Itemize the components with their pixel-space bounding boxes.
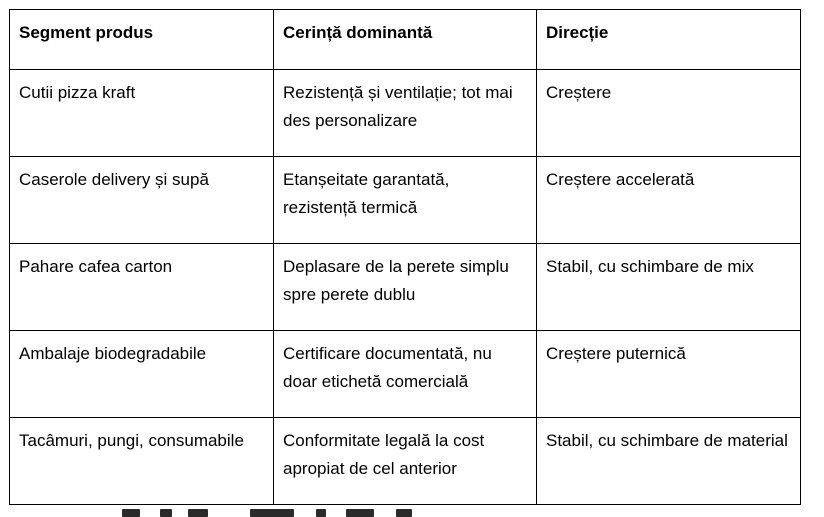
clipped-glyph: [188, 509, 208, 517]
cell-segment: Pahare cafea carton: [10, 244, 274, 331]
cell-segment: Tacâmuri, pungi, consumabile: [10, 418, 274, 505]
cell-directie: Creștere accelerată: [537, 157, 801, 244]
table-row: [10, 244, 801, 331]
table-row: [10, 418, 801, 505]
table-row: [10, 70, 801, 157]
table-header-row: [10, 10, 801, 70]
cell-directie: Stabil, cu schimbare de mix: [537, 244, 801, 331]
cell-cerinta: Deplasare de la perete simplu spre perete dublu: [274, 244, 537, 331]
clipped-glyph: [160, 509, 172, 517]
table-row: [10, 157, 801, 244]
cell-directie: Creștere puternică: [537, 331, 801, 418]
cell-segment: Caserole delivery și supă: [10, 157, 274, 244]
header-cerinta-dominanta: Cerință dominantă: [274, 10, 537, 70]
cell-cerinta: Certificare documentată, nu doar etichetă comercială: [274, 331, 537, 418]
clipped-text-line: [0, 509, 824, 517]
cell-segment: Cutii pizza kraft: [10, 70, 274, 157]
cell-directie: Stabil, cu schimbare de material: [537, 418, 801, 505]
clipped-glyph: [122, 509, 140, 517]
clipped-glyph: [396, 509, 412, 517]
cell-segment: Ambalaje biodegradabile: [10, 331, 274, 418]
clipped-glyph: [346, 509, 374, 517]
cell-cerinta: Etanșeitate garantată, rezistență termică: [274, 157, 537, 244]
clipped-glyph: [250, 509, 294, 517]
header-segment-produs: Segment produs: [10, 10, 274, 70]
clipped-glyph: [316, 509, 326, 517]
cell-cerinta: Rezistență și ventilație; tot mai des personalizare: [274, 70, 537, 157]
cell-cerinta: Conformitate legală la cost apropiat de cel anterior: [274, 418, 537, 505]
header-directie: Direcție: [537, 10, 801, 70]
cell-directie: Creștere: [537, 70, 801, 157]
table-row: [10, 331, 801, 418]
segment-table: [9, 9, 801, 505]
